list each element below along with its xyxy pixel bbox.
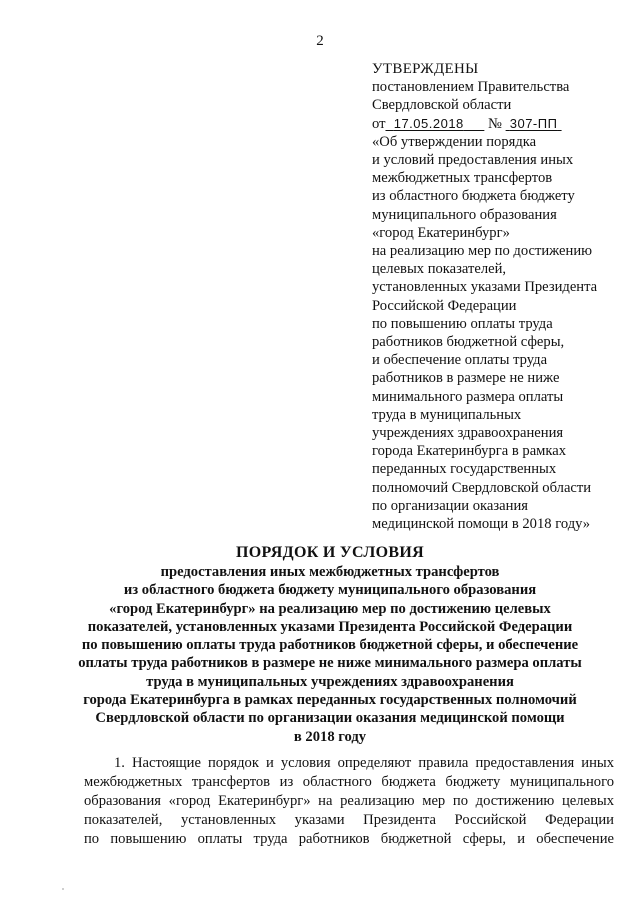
body-line: образования «город Екатеринбург» на реализацию мер по достижению целевых xyxy=(84,793,614,809)
title-line: Свердловской области по организации оказания медицинской помощи xyxy=(95,710,565,727)
approval-quote-line: из областного бюджета бюджету xyxy=(372,188,575,205)
title-line: «город Екатеринбург» на реализацию мер по достижению целевых xyxy=(109,600,551,617)
date-prefix: от xyxy=(372,115,386,132)
approval-quote-line: «город Екатеринбург» xyxy=(372,224,510,241)
title-line: оплаты труда работников в размере не ниже минимального размера оплаты xyxy=(78,655,582,672)
approval-number: 307-ПП xyxy=(509,115,558,131)
approval-quote-line: установленных указами Президента xyxy=(372,279,598,296)
body-line: 1. Настоящие порядок и условия определяют правила предоставления иных xyxy=(114,755,614,771)
approval-quote-line: по повышению оплаты труда xyxy=(372,315,553,332)
approval-date-number-line xyxy=(372,115,634,133)
approval-quote-line: Российской Федерации xyxy=(372,297,517,314)
approval-quote-line: города Екатеринбурга в рамках xyxy=(372,443,567,460)
approval-quote-line: минимального размера оплаты xyxy=(372,388,564,405)
title-line: предоставления иных межбюджетных трансфертов xyxy=(160,564,500,580)
title-line: по повышению оплаты труда работников бюджетной сферы, и обеспечение xyxy=(81,637,579,654)
title-line: из областного бюджета бюджету муниципального образования xyxy=(123,582,537,599)
approval-line: постановлением Правительства xyxy=(372,79,570,96)
title-line: города Екатеринбурга в рамках переданных государственных полномочий xyxy=(83,692,577,709)
approval-quote-line: медицинской помощи в 2018 году» xyxy=(372,516,591,533)
body-paragraph-1 xyxy=(84,754,614,849)
title-line: показателей, установленных указами Президента Российской Федерации xyxy=(87,618,573,635)
approval-quote-line: по организации оказания xyxy=(372,497,528,514)
title-line: в 2018 году xyxy=(293,728,367,745)
approval-line: Свердловской области xyxy=(372,97,512,114)
body-line: межбюджетных трансфертов из областного бюджета бюджету муниципального xyxy=(84,774,614,790)
number-prefix: № xyxy=(488,115,502,132)
approval-quote-line: муниципального образования xyxy=(372,206,557,223)
page-number: 2 xyxy=(316,33,324,49)
body-line: показателей, установленных указами Президента Российской Федерации xyxy=(84,812,614,828)
approval-quote-line: и условий предоставления иных xyxy=(372,152,574,169)
approval-stamp xyxy=(372,60,634,533)
approval-quote-line: труда в муниципальных xyxy=(372,406,522,423)
approval-quote-line: межбюджетных трансфертов xyxy=(372,170,553,187)
approval-quote-line: полномочий Свердловской области xyxy=(372,479,592,496)
approval-quote-line: и обеспечение оплаты труда xyxy=(372,352,548,369)
approval-quote-line: учреждениях здравоохранения xyxy=(372,425,564,442)
document-title-main: ПОРЯДОК И УСЛОВИЯ xyxy=(236,544,424,561)
document-title xyxy=(40,543,620,746)
approval-quote-line: целевых показателей, xyxy=(372,261,507,278)
approval-quote-line: «Об утверждении порядка xyxy=(372,133,537,150)
approval-heading: УТВЕРЖДЕНЫ xyxy=(372,61,479,77)
scan-speck xyxy=(62,888,64,890)
approval-quote-line: работников в размере не ниже xyxy=(372,370,560,387)
body-line: по повышению оплаты труда работников бюджетной сферы, и обеспечение xyxy=(84,831,614,847)
approval-quote-line: работников бюджетной сферы, xyxy=(372,334,565,351)
approval-quote-line: на реализацию мер по достижению xyxy=(372,243,593,260)
approval-date: 17.05.2018 xyxy=(393,115,464,131)
approval-quote-line: переданных государственных xyxy=(372,461,557,478)
title-line: труда в муниципальных учреждениях здравоохранения xyxy=(146,673,514,690)
